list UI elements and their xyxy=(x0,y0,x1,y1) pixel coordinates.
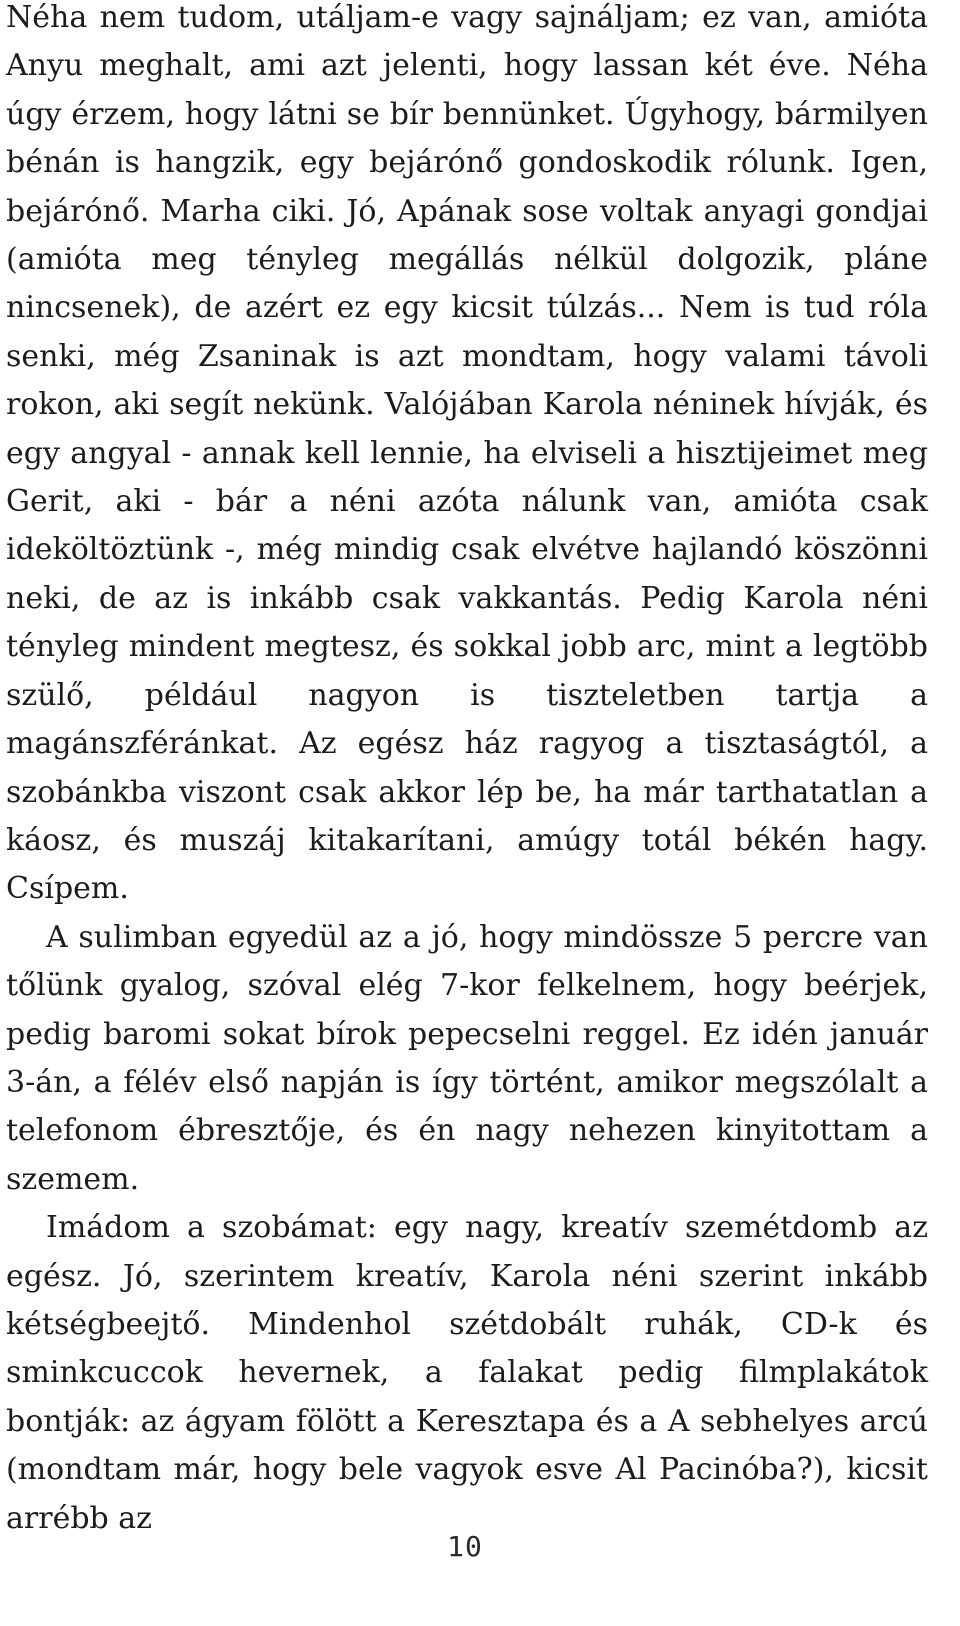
paragraph: Néha nem tudom, utáljam-e vagy sajnáljam; ez van, amióta Anyu meghalt, ami azt jelenti, hogy lassan két éve. Néha úgy érzem, hogy látni se bír bennünket. Úgyhogy, bármilyen bénán is hangzik, egy bejárónő gondoskodik rólunk. Igen, bejárónő. Marha ciki. Jó, Apának sose voltak anyagi gondjai (amióta meg tényleg megállás nélkül dolgozik, pláne nincsenek), de azért ez egy kicsit túlzás... Nem is tud róla senki, még Zsaninak is azt mondtam, hogy valami távoli rokon, aki segít nekünk. Valójában Karola néninek hívják, és egy angyal - annak kell lennie, ha elviseli a hisztijeimet meg Gerit, aki - bár a néni azóta nálunk van, amióta csak ideköltöztünk -, még mindig csak elvétve hajlandó köszönni neki, de az is inkább csak vakkantás. Pedig Karola néni tényleg mindent megtesz, és sokkal jobb arc, mint a legtöbb szülő, például nagyon is tiszteletben tartja a magánszféránkat. Az egész ház ragyog a tisztaságtól, a szobánkba viszont csak akkor lép be, ha már tarthatatlan a káosz, és muszáj kitakarítani, amúgy totál békén hagy. Csípem. xyxy=(6,0,928,907)
paragraph: A sulimban egyedül az a jó, hogy mindössze 5 percre van tőlünk gyalog, szóval elég 7-kor felkelnem, hogy beérjek, pedig baromi sokat bírok pepecselni reggel. Ez idén január 3-án, a félév első napján is így történt, amikor megszólalt a telefonom ébresztője, és én nagy nehezen kinyitottam a szemem. xyxy=(6,919,928,1197)
page-number: 10 xyxy=(447,1530,483,1563)
paragraph: Imádom a szobámat: egy nagy, kreatív szemétdomb az egész. Jó, szerintem kreatív, Karola néni szerint inkább kétségbeejtő. Mindenhol szétdobált ruhák, CD-k és sminkcuccok hevernek, a falakat pedig filmplakátok bontják: az ágyam fölött a Keresztapa és a A sebhelyes arcú (mondtam már, hogy bele vagyok esve Al Pacinóba?), kicsit arrébb az xyxy=(6,1210,928,1536)
page-body xyxy=(6,0,928,1543)
